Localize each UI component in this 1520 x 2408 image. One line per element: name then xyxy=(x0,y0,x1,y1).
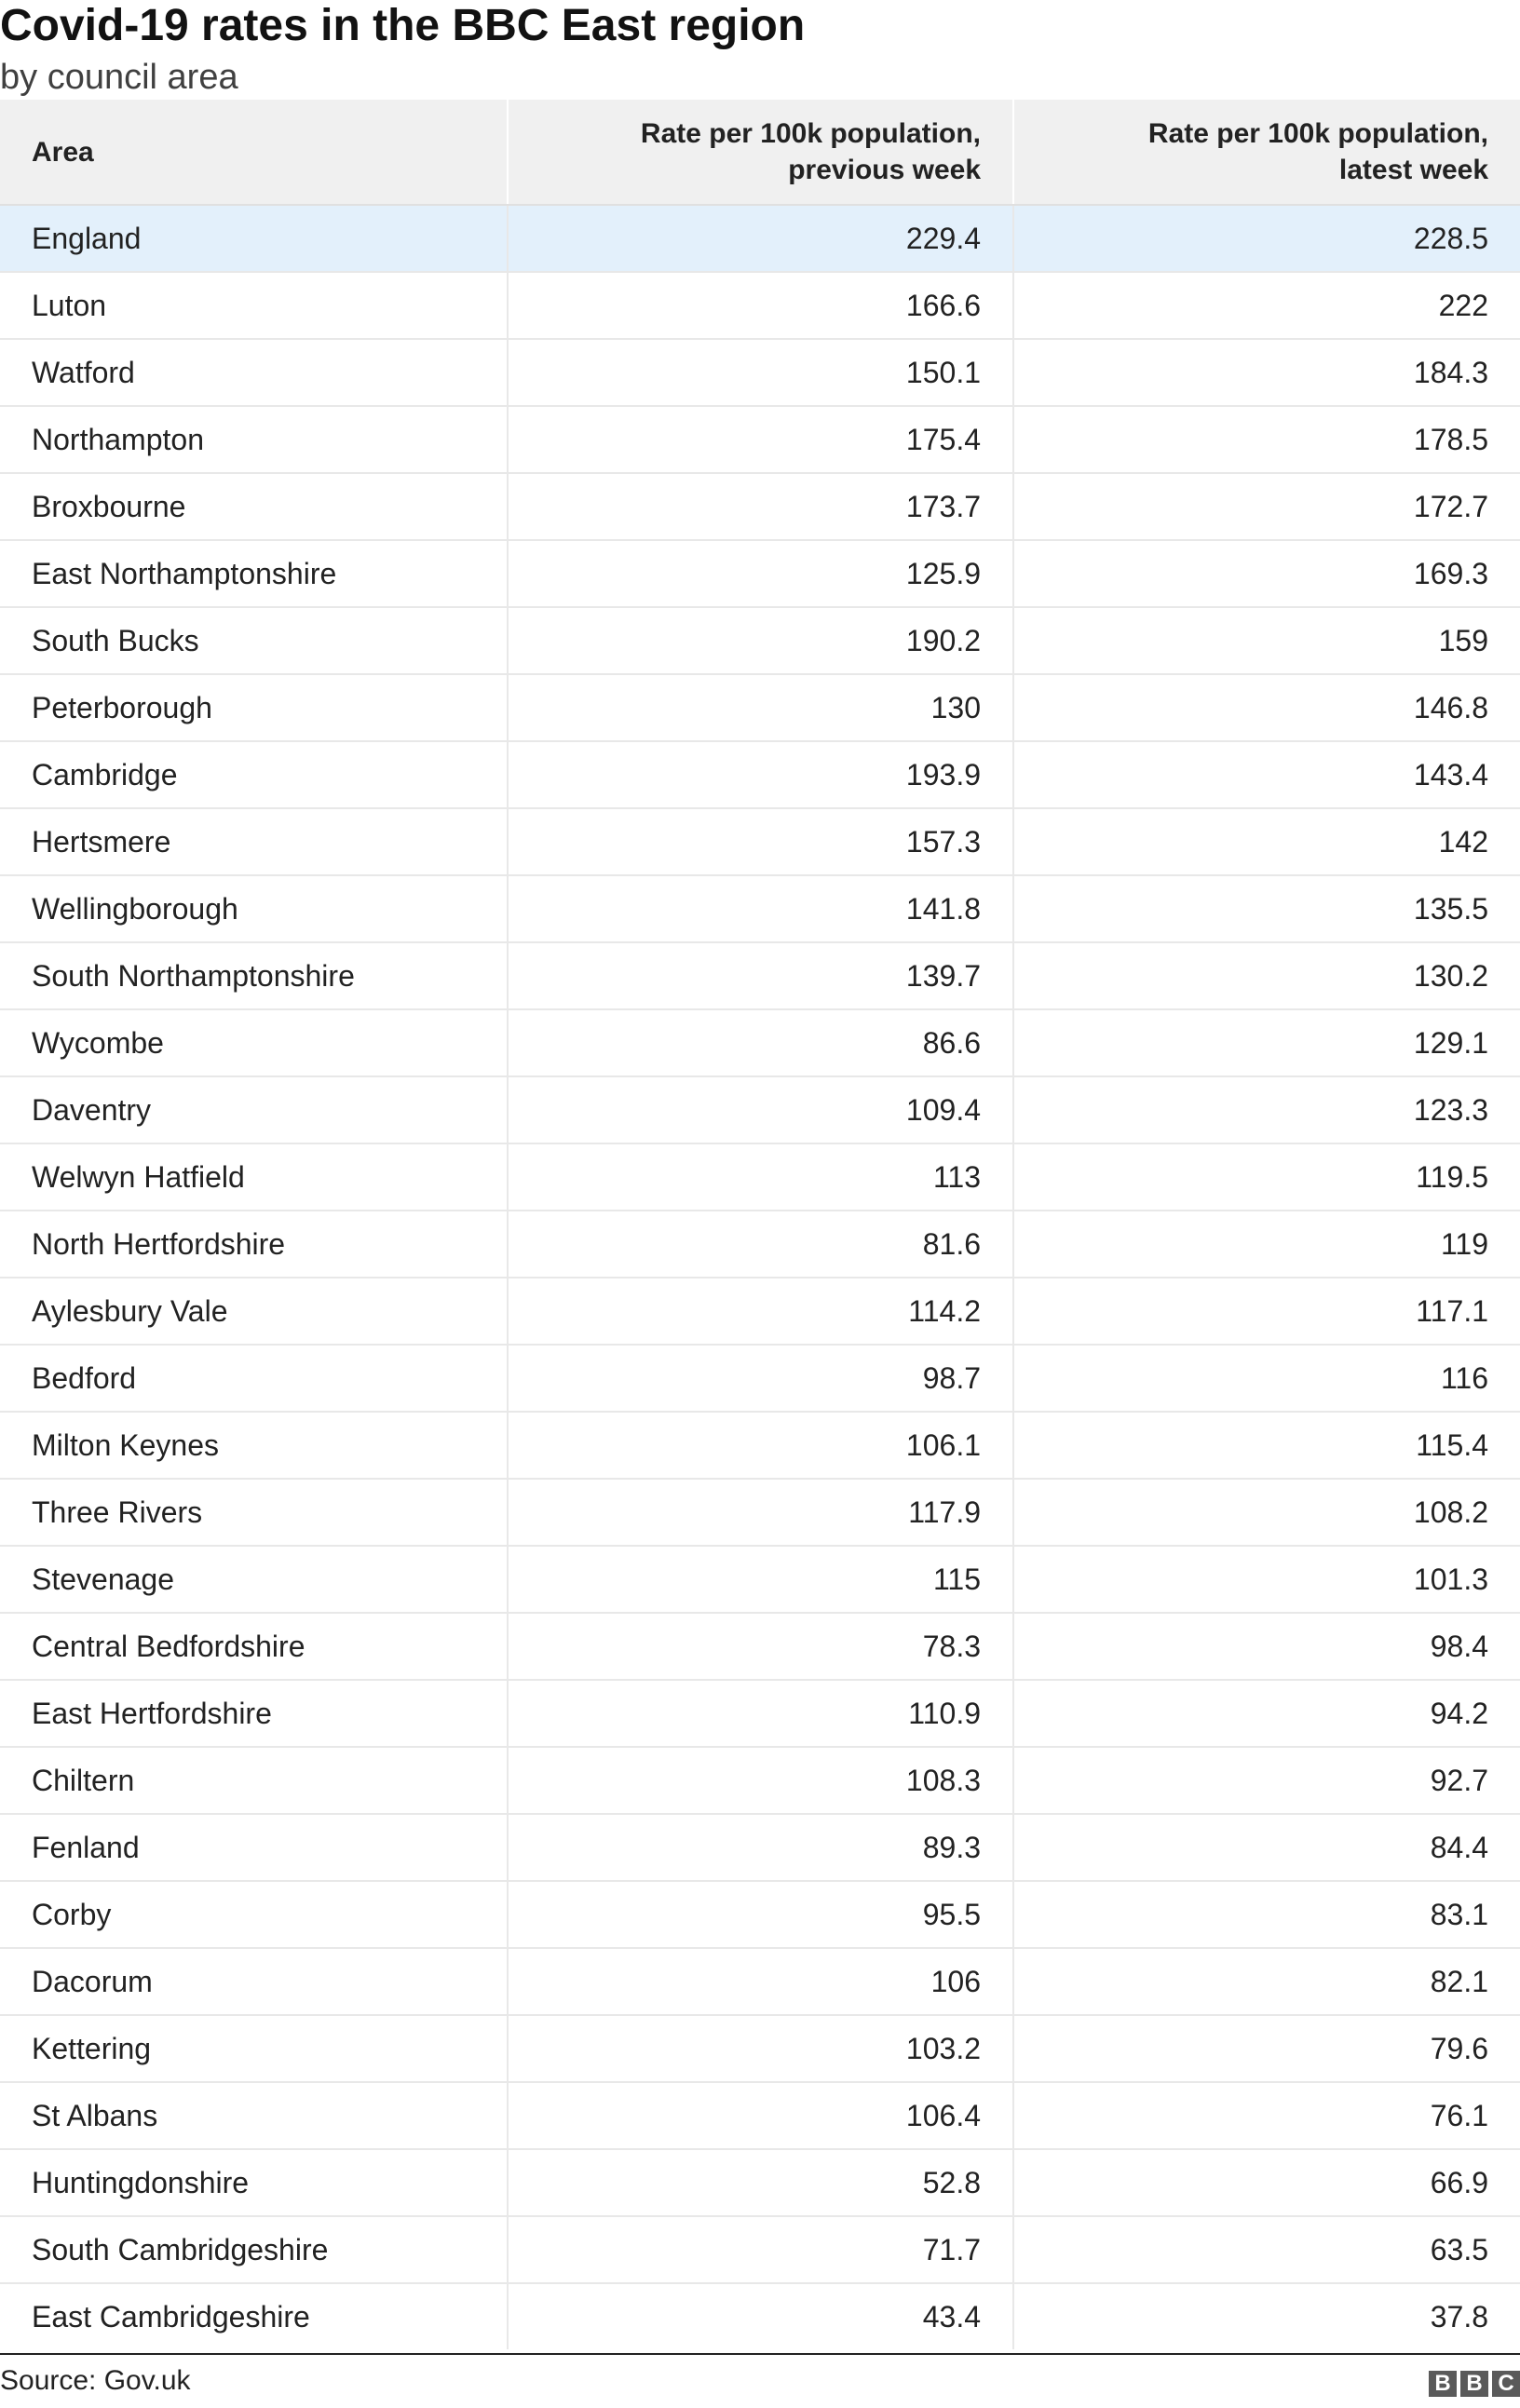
cell-latest-week: 101.3 xyxy=(1013,1546,1520,1613)
cell-previous-week: 114.2 xyxy=(508,1278,1013,1345)
cell-previous-week: 175.4 xyxy=(508,406,1013,473)
cell-previous-week: 106.4 xyxy=(508,2082,1013,2149)
table-row xyxy=(0,406,1520,473)
table-row xyxy=(0,272,1520,339)
cell-area: Cambridge xyxy=(0,741,508,808)
column-header-previous-week-line1: Rate per 100k population, xyxy=(640,118,981,149)
column-header-latest-week-line1: Rate per 100k population, xyxy=(1147,118,1488,149)
cell-latest-week: 76.1 xyxy=(1013,2082,1520,2149)
data-table-container xyxy=(0,100,1520,2349)
cell-area: Stevenage xyxy=(0,1546,508,1613)
cell-area: Broxbourne xyxy=(0,473,508,540)
cell-previous-week: 190.2 xyxy=(508,607,1013,674)
cell-latest-week: 135.5 xyxy=(1013,875,1520,942)
table-row xyxy=(0,205,1520,272)
cell-previous-week: 150.1 xyxy=(508,339,1013,406)
table-row xyxy=(0,1211,1520,1278)
cell-area: Watford xyxy=(0,339,508,406)
cell-area: East Hertfordshire xyxy=(0,1680,508,1747)
cell-area: East Cambridgeshire xyxy=(0,2283,508,2349)
cell-area: Peterborough xyxy=(0,674,508,741)
cell-area: Three Rivers xyxy=(0,1479,508,1546)
table-row xyxy=(0,2283,1520,2349)
cell-latest-week: 143.4 xyxy=(1013,741,1520,808)
cell-area: Luton xyxy=(0,272,508,339)
cell-latest-week: 92.7 xyxy=(1013,1747,1520,1814)
table-row xyxy=(0,1546,1520,1613)
cell-latest-week: 116 xyxy=(1013,1345,1520,1412)
table-row xyxy=(0,942,1520,1009)
table-row xyxy=(0,1009,1520,1076)
cell-previous-week: 106 xyxy=(508,1948,1013,2015)
cell-previous-week: 98.7 xyxy=(508,1345,1013,1412)
cell-latest-week: 119 xyxy=(1013,1211,1520,1278)
cell-area: South Cambridgeshire xyxy=(0,2216,508,2283)
cell-previous-week: 229.4 xyxy=(508,205,1013,272)
column-header-area[interactable] xyxy=(0,100,508,205)
table-row xyxy=(0,339,1520,406)
cell-latest-week: 222 xyxy=(1013,272,1520,339)
table-row xyxy=(0,2216,1520,2283)
cell-area: England xyxy=(0,205,508,272)
cell-area: Corby xyxy=(0,1881,508,1948)
table-header xyxy=(0,100,1520,205)
cell-latest-week: 130.2 xyxy=(1013,942,1520,1009)
column-header-previous-week-line2: previous week xyxy=(788,155,981,185)
cell-previous-week: 71.7 xyxy=(508,2216,1013,2283)
cell-latest-week: 119.5 xyxy=(1013,1143,1520,1211)
cell-latest-week: 159 xyxy=(1013,607,1520,674)
cell-previous-week: 43.4 xyxy=(508,2283,1013,2349)
cell-area: Northampton xyxy=(0,406,508,473)
table-row xyxy=(0,1479,1520,1546)
table-row xyxy=(0,540,1520,607)
cell-previous-week: 193.9 xyxy=(508,741,1013,808)
cell-area: St Albans xyxy=(0,2082,508,2149)
cell-previous-week: 125.9 xyxy=(508,540,1013,607)
bbc-logo-block: B xyxy=(1460,2371,1488,2397)
cell-latest-week: 83.1 xyxy=(1013,1881,1520,1948)
cell-previous-week: 103.2 xyxy=(508,2015,1013,2082)
cell-area: Bedford xyxy=(0,1345,508,1412)
bbc-logo-block: C xyxy=(1492,2371,1520,2397)
cell-area: South Bucks xyxy=(0,607,508,674)
cell-latest-week: 66.9 xyxy=(1013,2149,1520,2216)
cell-area: Dacorum xyxy=(0,1948,508,2015)
table-row xyxy=(0,2082,1520,2149)
table-row xyxy=(0,875,1520,942)
footer-divider xyxy=(0,2353,1520,2355)
cell-area: Aylesbury Vale xyxy=(0,1278,508,1345)
table-body xyxy=(0,205,1520,2349)
table-row xyxy=(0,2149,1520,2216)
cell-previous-week: 141.8 xyxy=(508,875,1013,942)
table-row xyxy=(0,473,1520,540)
cell-latest-week: 228.5 xyxy=(1013,205,1520,272)
table-row xyxy=(0,741,1520,808)
cell-area: Chiltern xyxy=(0,1747,508,1814)
cell-latest-week: 82.1 xyxy=(1013,1948,1520,2015)
cell-latest-week: 129.1 xyxy=(1013,1009,1520,1076)
cell-latest-week: 79.6 xyxy=(1013,2015,1520,2082)
cell-previous-week: 106.1 xyxy=(508,1412,1013,1479)
cell-latest-week: 123.3 xyxy=(1013,1076,1520,1143)
cell-previous-week: 139.7 xyxy=(508,942,1013,1009)
cell-area: Hertsmere xyxy=(0,808,508,875)
table-row xyxy=(0,1412,1520,1479)
cell-previous-week: 89.3 xyxy=(508,1814,1013,1881)
cell-area: Wycombe xyxy=(0,1009,508,1076)
cell-area: South Northamptonshire xyxy=(0,942,508,1009)
source-note: Source: Gov.uk xyxy=(0,2365,191,2396)
cell-previous-week: 166.6 xyxy=(508,272,1013,339)
cell-latest-week: 115.4 xyxy=(1013,1412,1520,1479)
cell-area: Welwyn Hatfield xyxy=(0,1143,508,1211)
cell-area: Kettering xyxy=(0,2015,508,2082)
cell-previous-week: 86.6 xyxy=(508,1009,1013,1076)
column-header-latest-week-line2: latest week xyxy=(1338,155,1488,185)
cell-area: Daventry xyxy=(0,1076,508,1143)
table-row xyxy=(0,808,1520,875)
table-row xyxy=(0,1076,1520,1143)
cell-latest-week: 94.2 xyxy=(1013,1680,1520,1747)
cell-previous-week: 108.3 xyxy=(508,1747,1013,1814)
chart-title: Covid-19 rates in the BBC East region xyxy=(0,1,806,50)
column-header-previous-week[interactable] xyxy=(508,100,1013,205)
column-header-latest-week[interactable] xyxy=(1013,100,1520,205)
cell-previous-week: 110.9 xyxy=(508,1680,1013,1747)
cell-area: Huntingdonshire xyxy=(0,2149,508,2216)
cell-latest-week: 108.2 xyxy=(1013,1479,1520,1546)
cell-latest-week: 178.5 xyxy=(1013,406,1520,473)
cell-latest-week: 184.3 xyxy=(1013,339,1520,406)
table-row xyxy=(0,1278,1520,1345)
cell-area: Milton Keynes xyxy=(0,1412,508,1479)
cell-latest-week: 84.4 xyxy=(1013,1814,1520,1881)
cell-area: Fenland xyxy=(0,1814,508,1881)
table-row xyxy=(0,2015,1520,2082)
cell-previous-week: 81.6 xyxy=(508,1211,1013,1278)
header-row xyxy=(0,100,1520,205)
cell-previous-week: 157.3 xyxy=(508,808,1013,875)
chart-subtitle: by council area xyxy=(0,58,238,97)
table-row xyxy=(0,1613,1520,1680)
column-header-area-label: Area xyxy=(32,136,94,168)
cell-area: East Northamptonshire xyxy=(0,540,508,607)
table-row xyxy=(0,1948,1520,2015)
cell-previous-week: 109.4 xyxy=(508,1076,1013,1143)
cell-latest-week: 146.8 xyxy=(1013,674,1520,741)
cell-area: Wellingborough xyxy=(0,875,508,942)
cell-previous-week: 130 xyxy=(508,674,1013,741)
cell-latest-week: 98.4 xyxy=(1013,1613,1520,1680)
cell-area: Central Bedfordshire xyxy=(0,1613,508,1680)
bbc-logo-block: B xyxy=(1429,2371,1457,2397)
table-row xyxy=(0,1881,1520,1948)
cell-latest-week: 172.7 xyxy=(1013,473,1520,540)
cell-latest-week: 142 xyxy=(1013,808,1520,875)
table-row xyxy=(0,1747,1520,1814)
table-row xyxy=(0,1680,1520,1747)
cell-latest-week: 117.1 xyxy=(1013,1278,1520,1345)
cell-previous-week: 52.8 xyxy=(508,2149,1013,2216)
cell-latest-week: 169.3 xyxy=(1013,540,1520,607)
cell-previous-week: 117.9 xyxy=(508,1479,1013,1546)
table-row xyxy=(0,1345,1520,1412)
cell-previous-week: 173.7 xyxy=(508,473,1013,540)
cell-latest-week: 37.8 xyxy=(1013,2283,1520,2349)
data-table xyxy=(0,100,1520,2349)
bbc-logo xyxy=(1429,2371,1520,2397)
cell-previous-week: 115 xyxy=(508,1546,1013,1613)
table-row xyxy=(0,607,1520,674)
cell-previous-week: 113 xyxy=(508,1143,1013,1211)
cell-latest-week: 63.5 xyxy=(1013,2216,1520,2283)
table-row xyxy=(0,1814,1520,1881)
cell-previous-week: 78.3 xyxy=(508,1613,1013,1680)
table-row xyxy=(0,674,1520,741)
table-row xyxy=(0,1143,1520,1211)
cell-previous-week: 95.5 xyxy=(508,1881,1013,1948)
cell-area: North Hertfordshire xyxy=(0,1211,508,1278)
